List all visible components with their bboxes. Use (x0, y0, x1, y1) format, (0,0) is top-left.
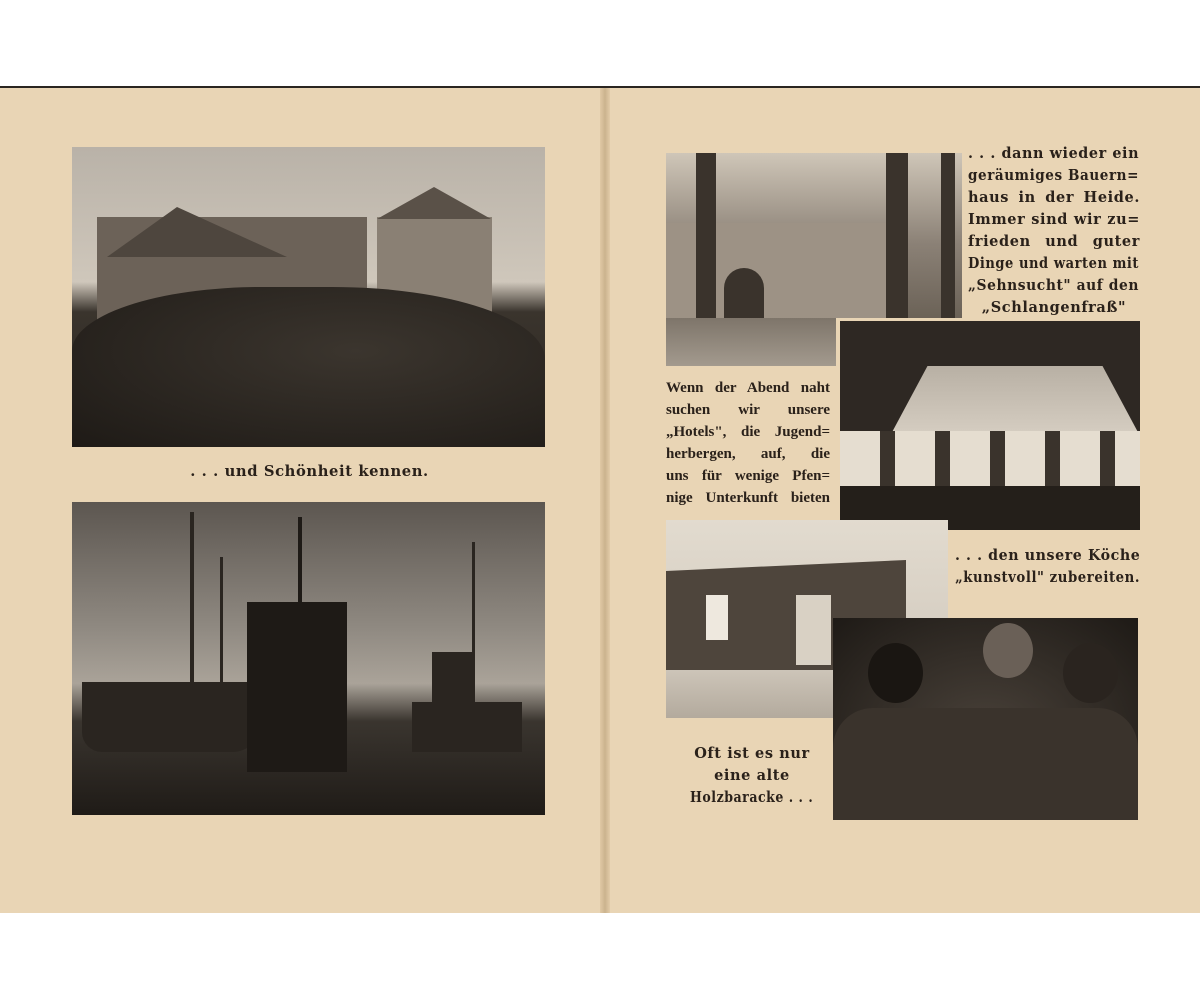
barrack-text: Oft ist es nur eine alte Holzbaracke . . . (690, 745, 814, 806)
harbor-photo (72, 502, 545, 815)
hostel-text: Wenn der Abend naht suchen wir unsere „Hotels", die Jugend= herbergen, auf, die uns für wenige Pfen= nige Unterkunft bieten (666, 380, 830, 506)
farmhouse-text: . . . dann wieder ein geräumiges Bauern= haus in der Heide. Immer sind wir zu= frieden und guter Dinge und warten mit „Sehnsucht" auf den „Schlangenfraß" (968, 145, 1140, 316)
castle-photo (72, 147, 545, 447)
cooks-text: . . . den unsere Köche „kunstvoll" zubereiten. (955, 547, 1141, 586)
book-spine (600, 88, 610, 913)
castle-caption: . . . und Schönheit kennen. (190, 462, 429, 480)
boys-photo (833, 618, 1138, 820)
dining-photo (840, 321, 1140, 530)
farmhouse-photo-lawn (666, 318, 836, 366)
farmhouse-photo (666, 153, 962, 318)
